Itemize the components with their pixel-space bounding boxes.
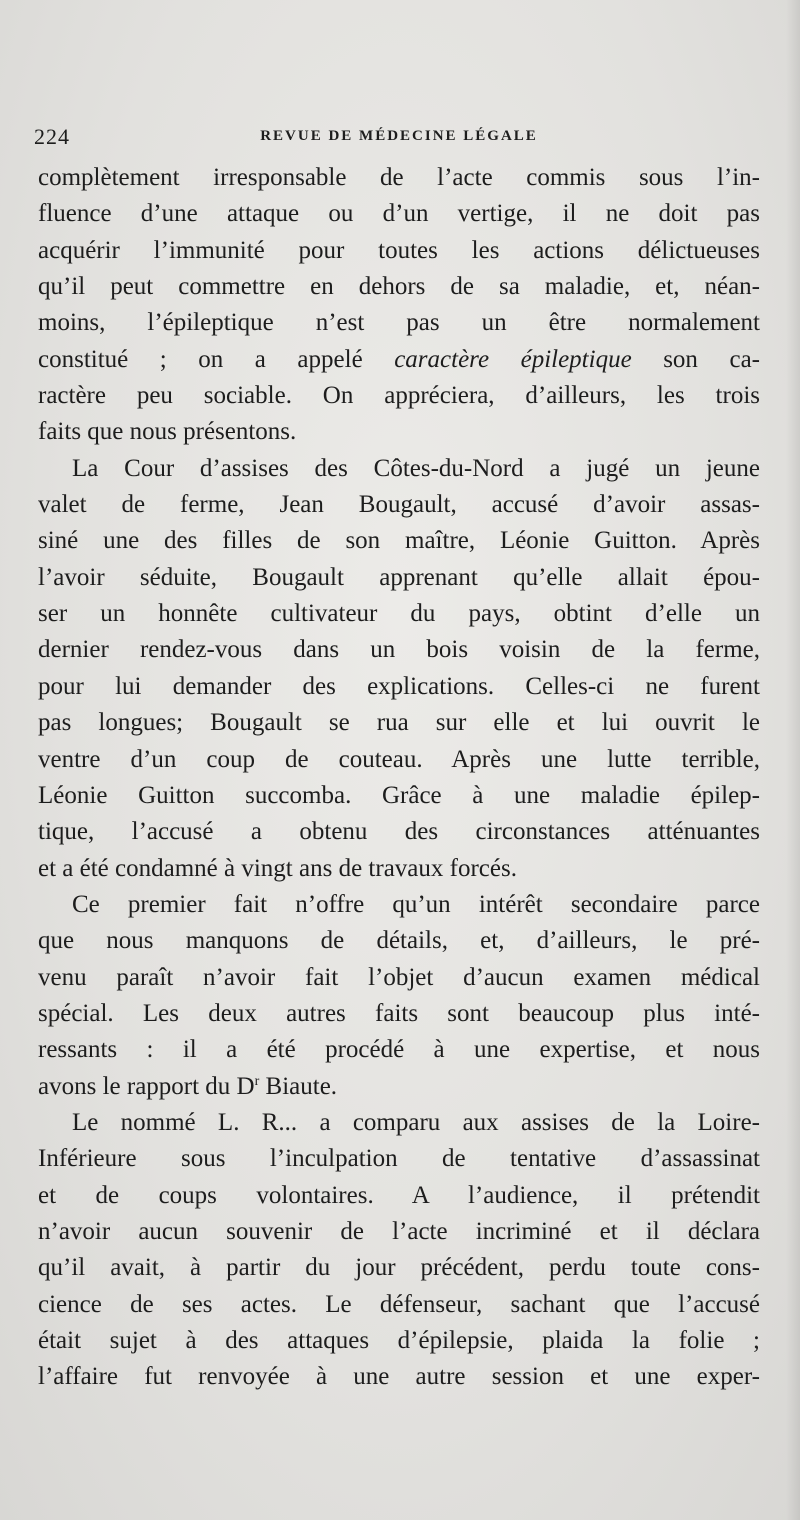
text-line: n’avoir aucun souvenir de l’acte incriminé et il déclara (38, 1217, 760, 1245)
text-line: Inférieure sous l’inculpation de tentative d’assassinat (38, 1145, 760, 1173)
text-line: pour lui demander des explications. Celles-ci ne furent (38, 672, 760, 700)
text-line: et a été condamné à vingt ans de travaux forcés. (38, 854, 517, 882)
text-line: moins, l’épileptique n’est pas un être normalement (38, 309, 760, 337)
text-line: tique, l’accusé a obtenu des circonstances atténuantes (38, 818, 760, 846)
text-line: ractère peu sociable. On appréciera, d’ailleurs, les trois (38, 382, 760, 410)
text-line: ressants : il a été procédé à une expertise, et nous (38, 1036, 760, 1064)
text-line: que nous manquons de détails, et, d’ailleurs, le pré- (38, 927, 760, 955)
superscript: r (254, 1073, 260, 1089)
text-line: La Cour d’assises des Côtes-du-Nord a jugé un jeune (72, 454, 760, 482)
text-line: était sujet à des attaques d’épilepsie, plaida la folie ; (38, 1327, 760, 1354)
text-line: pas longues; Bougault se rua sur elle et lui ouvrit le (38, 709, 760, 737)
text-line: l’affaire fut renvoyée à une autre session et une exper- (38, 1363, 760, 1391)
text-line: faits que nous présentons. (38, 418, 297, 446)
text-line: fluence d’une attaque ou d’un vertige, il ne doit pas (38, 200, 760, 228)
text-line: valet de ferme, Jean Bougault, accusé d’avoir assas- (38, 491, 760, 519)
page-number: 224 (34, 124, 70, 149)
text-line: Ce premier fait n’offre qu’un intérêt secondaire parce (72, 890, 760, 918)
text-line: constitué ; on a appelé caractère épileptique son ca- (38, 345, 760, 373)
text-line: venu paraît n’avoir fait l’objet d’aucun examen médical (38, 963, 760, 991)
text-line: complètement irresponsable de l’acte commis sous l’in- (38, 164, 760, 191)
page-edge-shadow (786, 0, 800, 1520)
italic-phrase: caractère épileptique (394, 345, 632, 373)
body-text (38, 160, 760, 1396)
text-line: ser un honnête cultivateur du pays, obtint d’elle un (38, 600, 760, 628)
text-line: Le nommé L. R... a comparu aux assises de la Loire- (72, 1108, 760, 1136)
text-line: Léonie Guitton succomba. Grâce à une maladie épilep- (38, 781, 760, 809)
text-line: l’avoir séduite, Bougault apprenant qu’elle allait épou- (38, 563, 760, 591)
text-line: qu’il peut commettre en dehors de sa maladie, et, néan- (38, 273, 760, 301)
page-header (34, 124, 764, 154)
text-line: qu’il avait, à partir du jour précédent, perdu toute cons- (38, 1254, 760, 1282)
text-line: ventre d’un coup de couteau. Après une lutte terrible, (38, 745, 760, 773)
text-line: cience de ses actes. Le défenseur, sachant que l’accusé (38, 1290, 760, 1318)
text-line: acquérir l’immunité pour toutes les actions délictueuses (38, 236, 760, 264)
text-line: spécial. Les deux autres faits sont beaucoup plus inté- (38, 999, 760, 1027)
running-head: REVUE DE MÉDECINE LÉGALE (260, 128, 538, 144)
text-line: avons le rapport du $D^r$ Biaute. (38, 1072, 338, 1100)
text-line: et de coups volontaires. A l’audience, il prétendit (38, 1181, 760, 1209)
text-line: siné une des filles de son maître, Léonie Guitton. Après (38, 527, 760, 555)
text-line: dernier rendez-vous dans un bois voisin de la ferme, (38, 636, 760, 664)
